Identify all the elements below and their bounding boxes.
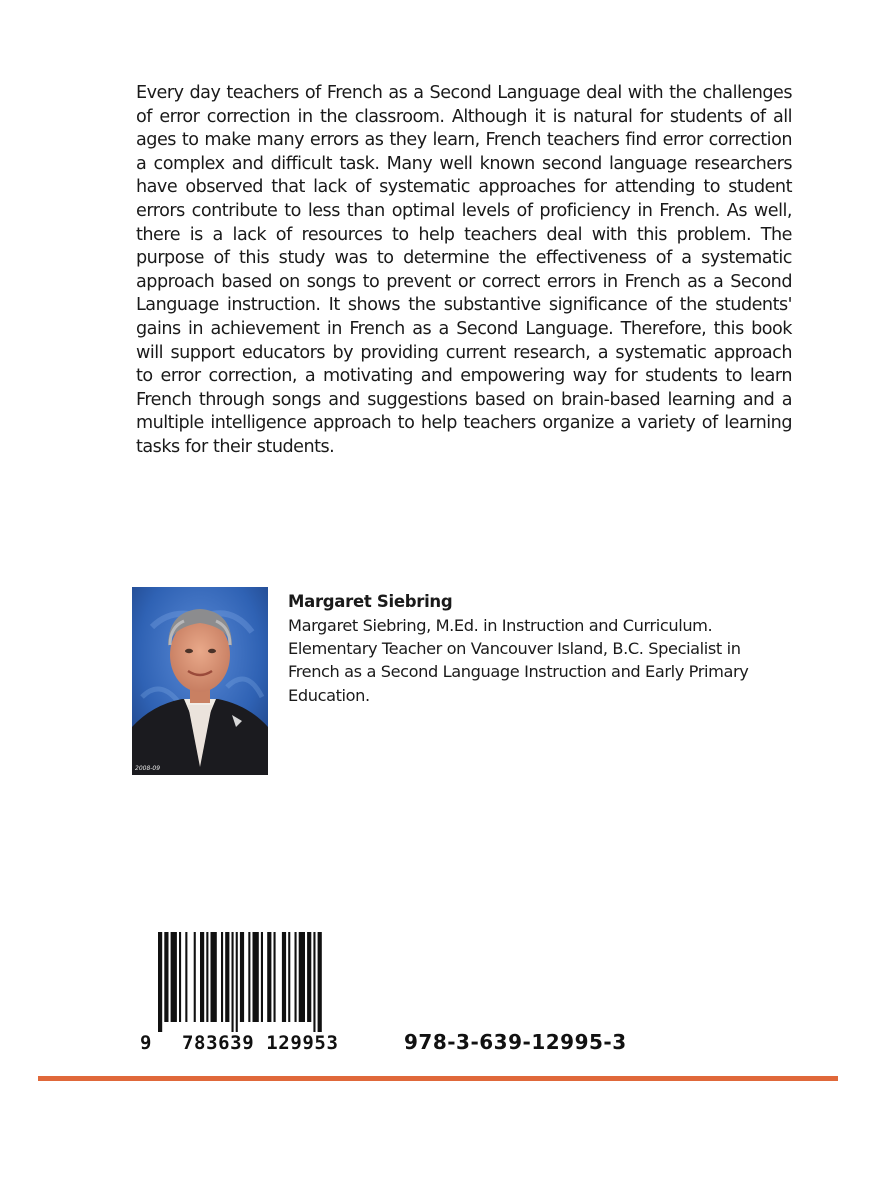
barcode-bar — [299, 932, 305, 1022]
barcode-bar — [206, 932, 208, 1022]
barcode-bar — [236, 932, 238, 1032]
barcode-bar — [179, 932, 181, 1022]
barcode-bar — [288, 932, 290, 1022]
barcode-digits: 783639 129953 — [182, 1032, 339, 1054]
barcode-bar — [313, 932, 315, 1032]
author-photo — [132, 587, 268, 775]
photo-caption: 2008-09 — [135, 765, 161, 772]
isbn-number: 978-3-639-12995-3 — [404, 1030, 627, 1054]
barcode-bar — [200, 932, 204, 1022]
barcode-bars-graphic — [158, 932, 378, 1032]
author-portrait-image — [132, 587, 268, 775]
barcode-bar — [240, 932, 244, 1022]
barcode-bar — [307, 932, 311, 1022]
barcode-bar — [225, 932, 229, 1022]
barcode-bar — [158, 932, 162, 1032]
barcode-bar — [248, 932, 250, 1022]
barcode-bar — [267, 932, 271, 1022]
barcode-bar — [253, 932, 259, 1022]
author-bio: Margaret Siebring, M.Ed. in Instruction and Curriculum. Elementary Teacher on Vancouver Island, B.C. Specialist in French as a Second Language Instruction and Early Primary Education. — [288, 616, 749, 705]
isbn-barcode — [138, 928, 388, 1058]
barcode-bar — [185, 932, 187, 1022]
barcode-bar — [194, 932, 196, 1022]
barcode-bar — [282, 932, 286, 1022]
barcode-bar — [261, 932, 263, 1022]
barcode-bar — [295, 932, 297, 1022]
author-name: Margaret Siebring — [288, 592, 453, 611]
footer-accent-rule — [38, 1076, 838, 1081]
barcode-bar — [232, 932, 234, 1032]
book-description: Every day teachers of French as a Second Language deal with the challenges of error correction in the classroom. Although it is natural for students of all ages to make many errors as they learn, French teachers find error correction a complex and difficult task. Many well known second language researchers have observed that lack of systematic approaches for attending to student errors contribute to less than optimal levels of proficiency in French. As well, there is a lack of resources to help teachers deal with this problem. The purpose of this study was to determine the effectiveness of a systematic approach based on songs to prevent or correct errors in French as a Second Language instruction. It shows the substantive significance of the students' gains in achievement in French as a Second Language. Therefore, this book will support educators by providing current research, a systematic approach to error correction, a motivating and empowering way for students to learn French through songs and suggestions based on brain-based learning and a multiple intelligence approach to help teachers organize a variety of learning tasks for their students. — [136, 83, 792, 457]
barcode-first-digit: 9 — [140, 1032, 152, 1054]
barcode-bar — [164, 932, 168, 1022]
barcode-bar — [318, 932, 322, 1032]
barcode-bar — [211, 932, 217, 1022]
barcode-bar — [221, 932, 223, 1022]
barcode-bar — [274, 932, 276, 1022]
barcode-bar — [171, 932, 177, 1022]
